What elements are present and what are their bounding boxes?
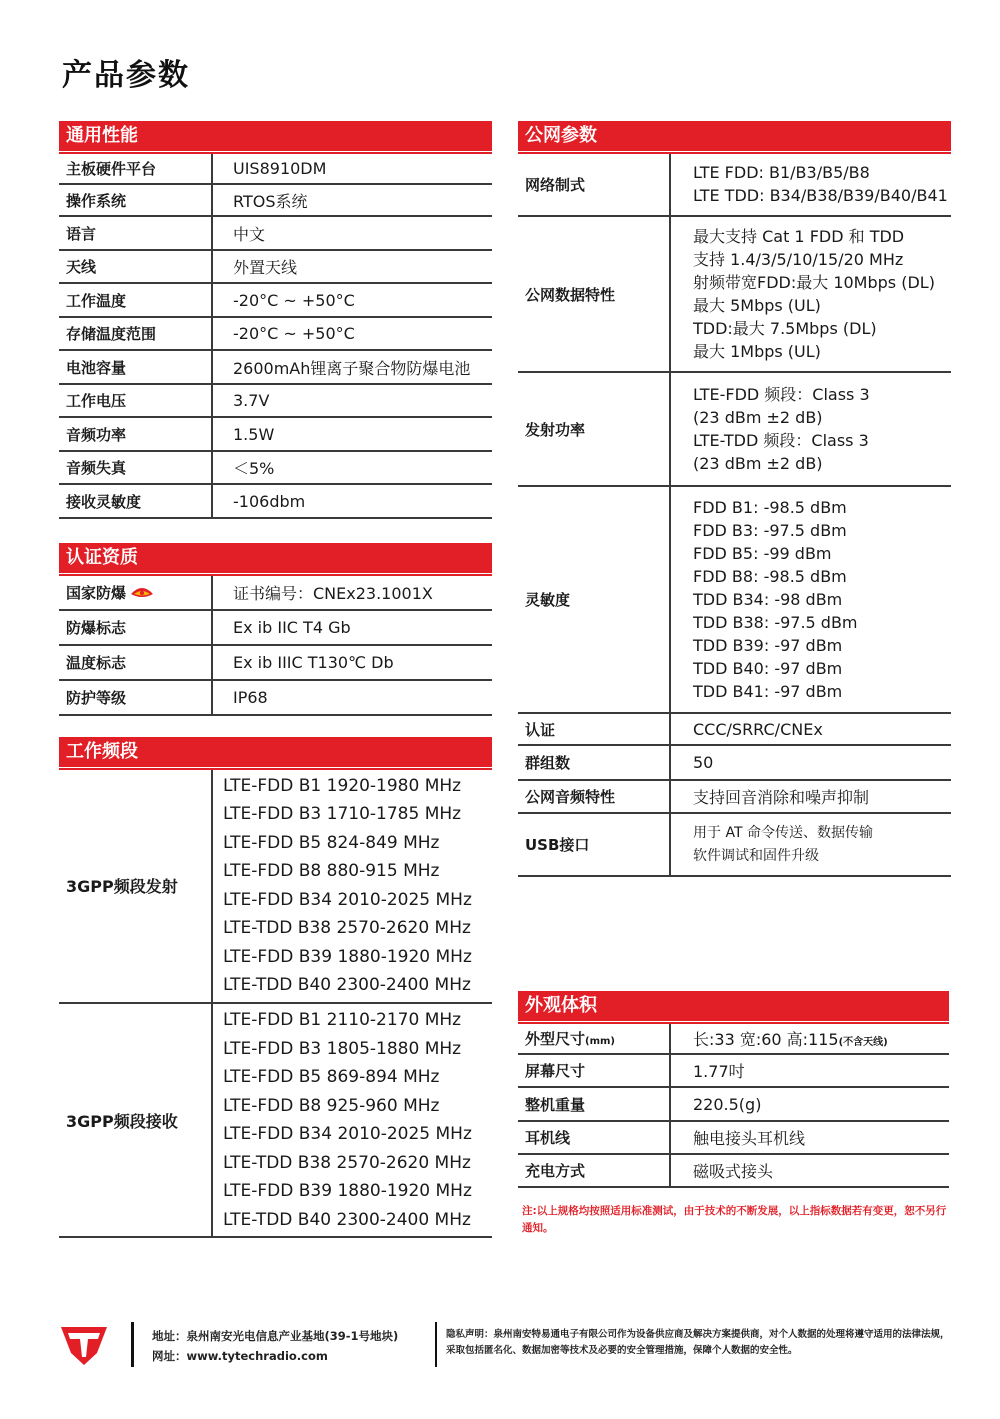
band-line: LTE-FDD B5 869-894 MHz: [223, 1067, 440, 1087]
row-label-text: 外型尺寸: [525, 1029, 586, 1048]
row-value: -20°C ~ +50°C: [212, 317, 492, 350]
table-row: [59, 153, 492, 184]
footer-divider: [435, 1322, 437, 1367]
row-label: 语言: [59, 216, 212, 250]
table-row: [59, 484, 492, 518]
spec-line: TDD B38: -97.5 dBm: [693, 613, 858, 632]
spec-line: LTE FDD: B1/B3/B5/B8: [693, 163, 870, 182]
row-label: 温度标志: [59, 645, 212, 680]
spec-line: (23 dBm ±2 dB): [693, 454, 823, 473]
row-value: ＜5%: [212, 451, 492, 484]
band-line: LTE-FDD B8 925-960 MHz: [223, 1095, 440, 1116]
spec-line: (23 dBm ±2 dB): [693, 408, 823, 427]
footer-divider: [131, 1322, 134, 1367]
row-label: 发射功率: [518, 372, 670, 486]
general-performance-section: [59, 121, 492, 519]
network-standard-list: [670, 153, 951, 216]
row-value: Ex ib IIIC T130℃ Db: [212, 645, 492, 680]
dimension-note: (不含天线): [838, 1036, 888, 1048]
public-network-section: [518, 121, 951, 877]
table-row: [59, 317, 492, 350]
spec-line: LTE TDD: B34/B38/B39/B40/B41: [693, 186, 948, 205]
table-row: [59, 250, 492, 283]
spec-line: TDD:最大 7.5Mbps (DL): [693, 319, 877, 338]
spec-line: LTE-FDD 频段：Class 3: [693, 385, 870, 404]
spec-line: 用于 AT 命令传送、数据传输: [693, 824, 873, 841]
table-row: [518, 1054, 949, 1087]
row-label: 工作电压: [59, 384, 212, 417]
section-header: 工作频段: [59, 737, 492, 767]
sensitivity-list: [670, 486, 951, 713]
table-row: [59, 680, 492, 715]
row-label: 充电方式: [518, 1154, 670, 1187]
row-label: 音频失真: [59, 451, 212, 484]
row-value: 磁吸式接头: [670, 1154, 949, 1187]
section-header: 公网参数: [518, 121, 951, 151]
table-row: [518, 153, 951, 216]
spec-disclaimer-note: 注:以上规格均按照适用标准测试，由于技术的不断发展，以上指标数据若有变更，恕不另行通知。: [522, 1205, 947, 1234]
table-row: [518, 745, 951, 780]
data-feature-list: [670, 216, 951, 372]
row-label: 防爆标志: [59, 610, 212, 645]
spec-line: FDD B5: -99 dBm: [693, 544, 832, 563]
table-row: [59, 610, 492, 645]
row-label: 3GPP频段接收: [59, 1003, 212, 1237]
row-label: [518, 1023, 670, 1054]
band-line: LTE-TDD B40 2300-2400 MHz: [223, 975, 471, 995]
public-network-table: [518, 153, 951, 877]
dimension-value: 长:33 宽:60 高:115: [693, 1029, 839, 1049]
row-label: 音频功率: [59, 417, 212, 451]
spec-line: TDD B34: -98 dBm: [693, 590, 843, 609]
row-value: 3.7V: [212, 384, 492, 417]
row-label: USB接口: [518, 813, 670, 876]
row-label: 认证: [518, 713, 670, 745]
row-value: 中文: [212, 216, 492, 250]
brand-logo-icon: [59, 1323, 109, 1367]
row-value: RTOS系统: [212, 184, 492, 216]
row-label: 群组数: [518, 745, 670, 780]
unit-label: (mm): [585, 1035, 615, 1047]
spec-line: FDD B1: -98.5 dBm: [693, 498, 847, 517]
table-row: [59, 1003, 492, 1237]
table-row: [518, 1087, 949, 1121]
table-row: [59, 417, 492, 451]
appearance-table: [518, 1023, 949, 1188]
band-line: LTE-FDD B39 1880-1920 MHz: [223, 1181, 472, 1201]
certification-section: [59, 543, 492, 716]
spec-line: 支持 1.4/3/5/10/15/20 MHz: [693, 250, 904, 269]
row-value: UIS8910DM: [212, 153, 492, 184]
table-row: [518, 216, 951, 372]
row-label: 3GPP频段发射: [59, 769, 212, 1003]
general-performance-table: [59, 153, 492, 519]
row-label: 灵敏度: [518, 486, 670, 713]
spec-line: 最大支持 Cat 1 FDD 和 TDD: [693, 227, 905, 246]
row-value: 1.77吋: [670, 1054, 949, 1087]
band-line: LTE-FDD B1 2110-2170 MHz: [223, 1010, 462, 1030]
spec-line: TDD B40: -97 dBm: [693, 659, 843, 678]
rx-band-list: [212, 1003, 492, 1237]
table-row: [59, 283, 492, 317]
row-label: 耳机线: [518, 1121, 670, 1154]
row-value: -20°C ~ +50°C: [212, 283, 492, 317]
frequency-band-section: [59, 737, 492, 1238]
band-line: LTE-TDD B38 2570-2620 MHz: [223, 1152, 471, 1173]
row-label: 网络制式: [518, 153, 670, 216]
frequency-band-table: [59, 769, 492, 1238]
row-value: CCC/SRRC/CNEx: [670, 713, 951, 745]
table-row: [59, 350, 492, 384]
footer-address: 地址：泉州南安光电信息产业基地(39-1号地块): [152, 1329, 399, 1343]
footer-website: 网址：www.tytechradio.com: [152, 1349, 328, 1363]
table-row: [518, 372, 951, 486]
table-row: [59, 216, 492, 250]
row-value: 1.5W: [212, 417, 492, 451]
band-line: LTE-TDD B38 2570-2620 MHz: [223, 918, 471, 938]
band-line: LTE-FDD B5 824-849 MHz: [223, 832, 440, 853]
footer-contact: [152, 1326, 398, 1366]
row-value: -106dbm: [212, 484, 492, 518]
row-label: 屏幕尺寸: [518, 1054, 670, 1087]
band-line: LTE-FDD B3 1805-1880 MHz: [223, 1038, 462, 1059]
band-line: LTE-FDD B1 1920-1980 MHz: [223, 775, 462, 796]
spec-line: 最大 1Mbps (UL): [693, 342, 821, 361]
row-value: 50: [670, 745, 951, 780]
row-label: 天线: [59, 250, 212, 283]
tx-power-list: [670, 372, 951, 486]
band-line: LTE-FDD B8 880-915 MHz: [223, 861, 440, 881]
row-label: 工作温度: [59, 283, 212, 317]
row-value: 2600mAh锂离子聚合物防爆电池: [212, 350, 492, 384]
page-title: 产品参数: [62, 58, 190, 93]
table-row: [59, 645, 492, 680]
row-value: 220.5(g): [670, 1087, 949, 1121]
row-label: 电池容量: [59, 350, 212, 384]
spec-line: FDD B8: -98.5 dBm: [693, 567, 847, 586]
table-row: [59, 184, 492, 216]
row-label: 公网音频特性: [518, 780, 670, 813]
table-row: [59, 769, 492, 1003]
tx-band-list: [212, 769, 492, 1003]
band-line: LTE-FDD B34 2010-2025 MHz: [223, 889, 472, 910]
band-line: LTE-FDD B39 1880-1920 MHz: [223, 946, 472, 967]
certification-table: [59, 575, 492, 716]
band-line: LTE-TDD B40 2300-2400 MHz: [223, 1209, 471, 1230]
row-value: Ex ib IIC T4 Gb: [212, 610, 492, 645]
appearance-section: [518, 991, 949, 1188]
band-line: LTE-FDD B34 2010-2025 MHz: [223, 1124, 472, 1144]
table-row: [518, 1023, 949, 1054]
spec-line: 软件调试和固件升级: [693, 847, 819, 864]
table-row: [518, 486, 951, 713]
table-row: [59, 384, 492, 417]
row-label-text: 国家防爆: [66, 583, 127, 602]
row-value: 证书编号：CNEx23.1001X: [212, 575, 492, 610]
usb-feature-list: [670, 813, 951, 876]
section-header: 外观体积: [518, 991, 949, 1021]
spec-line: FDD B3: -97.5 dBm: [693, 521, 847, 540]
spec-line: TDD B41: -97 dBm: [693, 682, 843, 701]
explosion-proof-flag-icon: [130, 585, 154, 601]
table-row: [518, 1154, 949, 1187]
band-line: LTE-FDD B3 1710-1785 MHz: [223, 804, 462, 824]
table-row: [59, 451, 492, 484]
table-row: [518, 1121, 949, 1154]
row-label: [59, 575, 212, 610]
row-label: 防护等级: [59, 680, 212, 715]
row-value: [670, 1023, 949, 1054]
section-header: 认证资质: [59, 543, 492, 573]
table-row: [59, 575, 492, 610]
row-label: 接收灵敏度: [59, 484, 212, 518]
section-header: 通用性能: [59, 121, 492, 151]
row-value: 支持回音消除和噪声抑制: [670, 780, 951, 813]
row-value: 触电接头耳机线: [670, 1121, 949, 1154]
row-label: 存储温度范围: [59, 317, 212, 350]
privacy-statement: 隐私声明：泉州南安特易通电子有限公司作为设备供应商及解决方案提供商，对个人数据的处理将遵守适用的法律法规，采取包括匿名化、数据加密等技术及必要的安全管理措施，保障个人数据的安全性。: [446, 1329, 950, 1356]
spec-line: LTE-TDD 频段：Class 3: [693, 431, 869, 450]
spec-line: TDD B39: -97 dBm: [693, 636, 843, 655]
table-row: [518, 780, 951, 813]
spec-line: 最大 5Mbps (UL): [693, 296, 821, 315]
spec-line: 射频带宽FDD:最大 10Mbps (DL): [693, 273, 935, 292]
row-label: 整机重量: [518, 1087, 670, 1121]
row-value: IP68: [212, 680, 492, 715]
table-row: [518, 713, 951, 745]
row-label: 公网数据特性: [518, 216, 670, 372]
row-value: 外置天线: [212, 250, 492, 283]
row-label: 主板硬件平台: [59, 153, 212, 184]
table-row: [518, 813, 951, 876]
row-label: 操作系统: [59, 184, 212, 216]
